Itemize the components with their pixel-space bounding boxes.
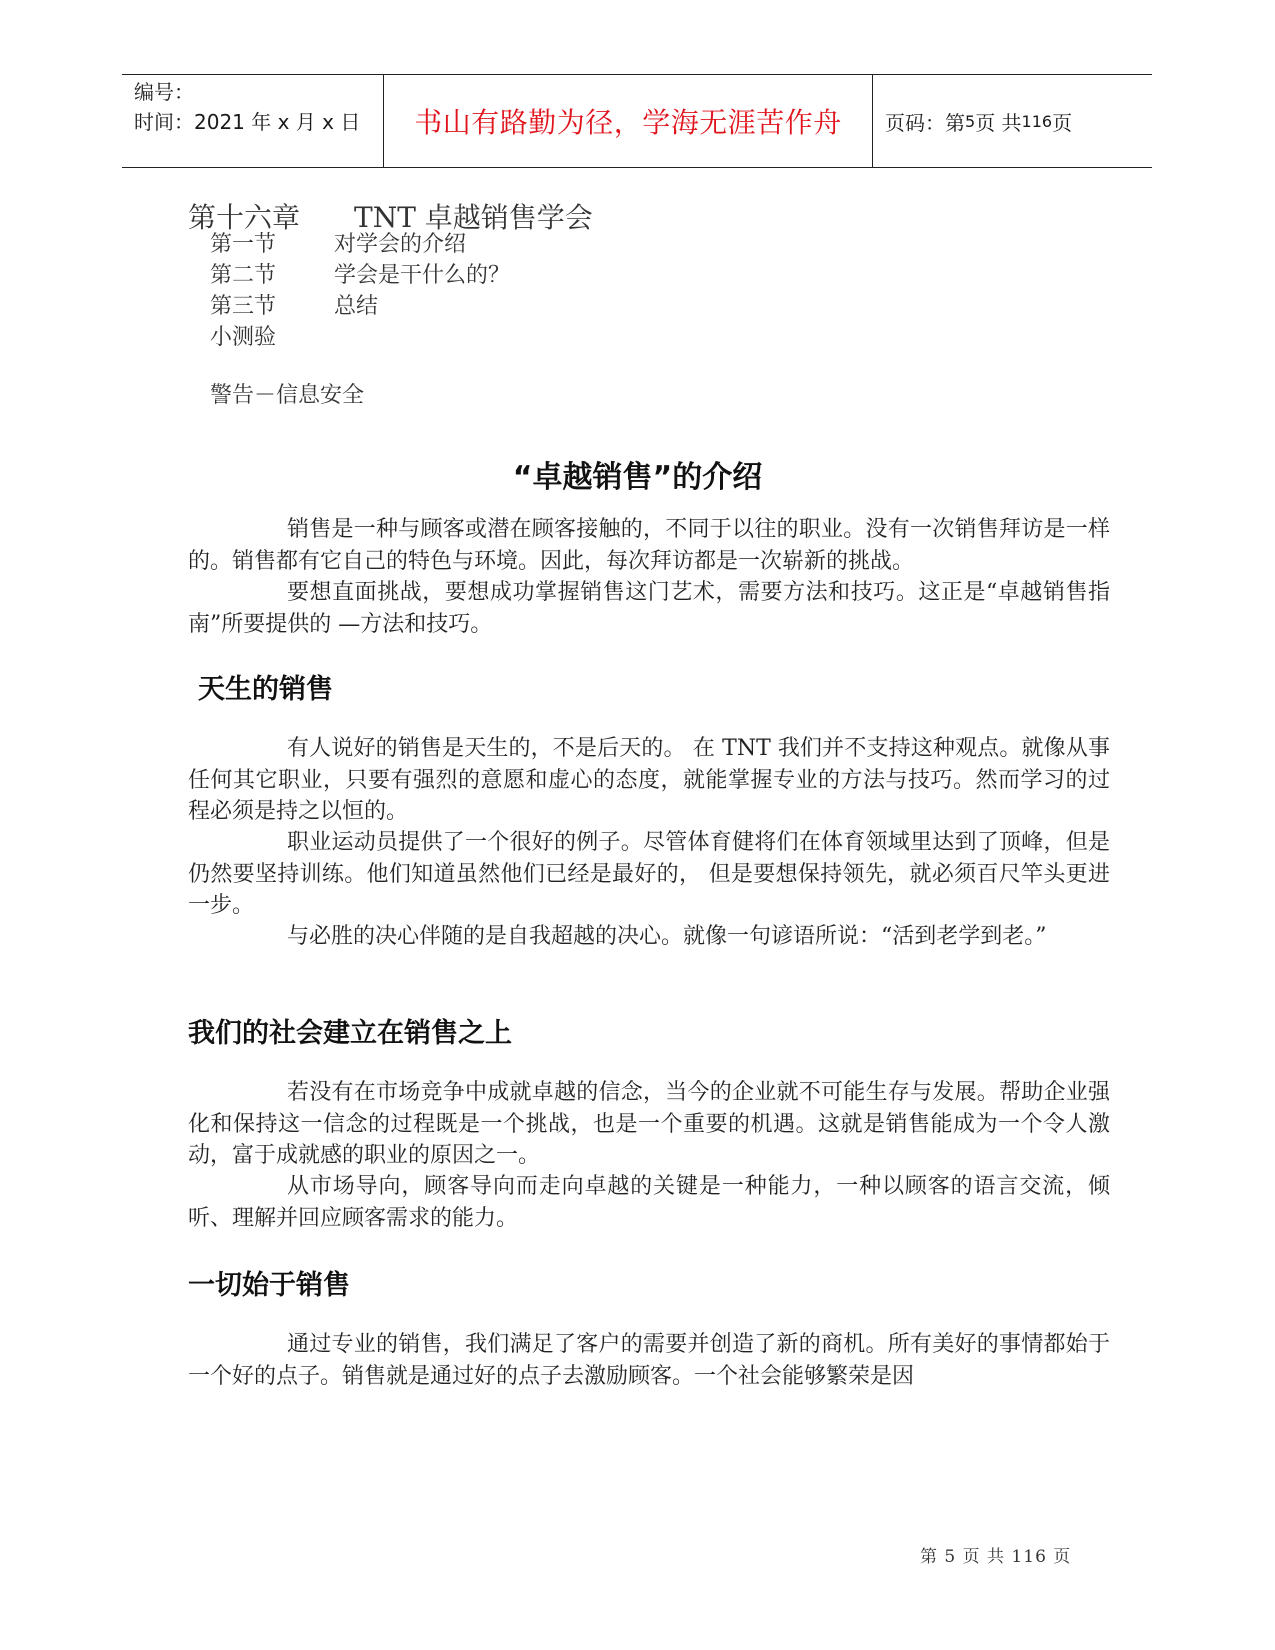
intro-paragraph-1: 销售是一种与顾客或潜在顾客接触的，不同于以往的职业。没有一次销售拜访是一样的。销售都有它自己的特色与环境。因此，每次拜访都是一次崭新的挑战。 xyxy=(188,517,1110,574)
page-number: 5 xyxy=(965,111,976,131)
section-label: 第二节 xyxy=(210,263,277,288)
section-title: 对学会的介绍 xyxy=(334,232,467,257)
section1-paragraph-1: 有人说好的销售是天生的，不是后天的。 在 TNT 我们并不支持这种观点。就像从事任何其它职业，只要有强烈的意愿和虚心的态度，就能掌握专业的方法与技巧。然而学习的过程必须是持之以恒的。 xyxy=(188,736,1110,824)
header-page-info xyxy=(873,75,1152,167)
section-label: 第三节 xyxy=(210,294,277,319)
toc-section-1 xyxy=(210,227,466,258)
section2-paragraph-2: 从市场导向，顾客导向而走向卓越的关键是一种能力，一种以顾客的语言交流，倾听、理解并回应顾客需求的能力。 xyxy=(188,1174,1110,1231)
section-title: 总结 xyxy=(334,294,379,319)
section3-paragraph-1: 通过专业的销售，我们满足了客户的需要并创造了新的商机。所有美好的事情都始于一个好的点子。销售就是通过好的点子去激励顾客。一个社会能够繁荣是因 xyxy=(188,1332,1110,1389)
toc-section-3 xyxy=(210,289,378,320)
header-motto: 书山有路勤为径，学海无涯苦作舟 xyxy=(384,75,873,167)
section2-paragraph-1: 若没有在市场竞争中成就卓越的信念，当今的企业就不可能生存与发展。帮助企业强化和保持这一信念的过程既是一个挑战，也是一个重要的机遇。这就是销售能成为一个令人激动，富于成就感的职业的原因之一。 xyxy=(188,1080,1110,1168)
page-total: 116 xyxy=(1021,111,1053,131)
section1-paragraph-2: 职业运动员提供了一个很好的例子。尽管体育健将们在体育领域里达到了顶峰，但是仍然要坚持训练。他们知道虽然他们已经是最好的， 但是要想保持领先，就必须百尺竿头更进一步。 xyxy=(188,830,1110,918)
section-heading-1: 天生的销售 xyxy=(198,674,333,705)
page-mid: 页 共 xyxy=(975,110,1022,135)
section1-paragraph-3: 与必胜的决心伴随的是自我超越的决心。就像一句谚语所说：“活到老学到老。” xyxy=(287,924,1047,949)
page-title: “卓越销售”的介绍 xyxy=(512,460,763,495)
toc-warning: 警告－信息安全 xyxy=(210,383,365,408)
intro-paragraph-2: 要想直面挑战，要想成功掌握销售这门艺术，需要方法和技巧。这正是“卓越销售指南”所要提供的 —方法和技巧。 xyxy=(188,580,1110,637)
number-label: 编号： xyxy=(134,80,194,104)
page-footer: 第 5 页 共 116 页 xyxy=(920,1547,1072,1567)
section-heading-3: 一切始于销售 xyxy=(188,1270,350,1301)
page-suffix: 页 xyxy=(1052,110,1073,135)
page-header xyxy=(122,74,1152,168)
toc-section-2 xyxy=(210,258,510,289)
section-title: 学会是干什么的？ xyxy=(334,263,511,288)
chapter-label: 第十六章 xyxy=(188,201,301,234)
section-label: 第一节 xyxy=(210,232,277,257)
section-heading-2: 我们的社会建立在销售之上 xyxy=(188,1018,512,1049)
header-meta xyxy=(122,75,384,167)
page-prefix: 页码：第 xyxy=(885,110,965,135)
chapter-title: TNT 卓越销售学会 xyxy=(354,201,593,234)
time-label: 时间：2021 年 x 月 x 日 xyxy=(134,110,361,134)
toc-quiz: 小测验 xyxy=(210,325,277,350)
